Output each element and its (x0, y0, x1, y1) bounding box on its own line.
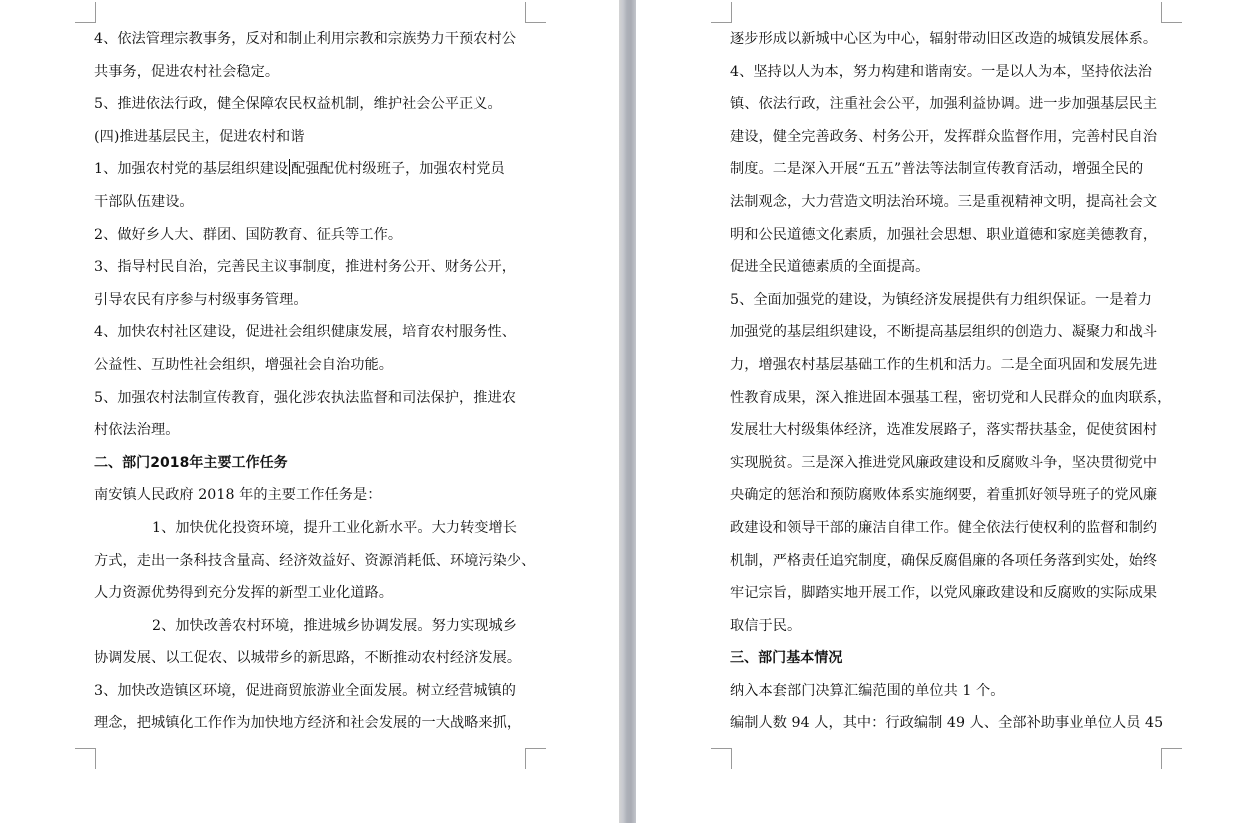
text-line (94, 675, 526, 708)
page-body-text[interactable] (730, 23, 1172, 740)
text-line-content: 机制，严格责任追究制度，确保反腐倡廉的各项任务落到实处，始终 (730, 552, 1158, 569)
text-line-content: 逐步形成以新城中心区为中心，辐射带动旧区改造的城镇发展体系。 (730, 31, 1158, 47)
text-line (730, 545, 1162, 578)
text-line (730, 121, 1162, 154)
text-line-content: 5、全面加强党的建设，为镇经济发展提供有力组织保证。一是着力 (730, 291, 1152, 308)
text-line-content: 5、推进依法行政，健全保障农民权益机制，维护社会公平正义。 (94, 96, 502, 113)
text-line (94, 610, 526, 643)
text-line-content: 纳入本套部门决算汇编范围的单位共 1 个。 (730, 682, 1005, 699)
text-line-content: 2、加快改善农村环境，推进城乡协调发展。努力实现城乡 (152, 617, 518, 634)
text-line-content: 人力资源优势得到充分发挥的新型工业化道路。 (94, 585, 393, 602)
text-line-content: 南安镇人民政府 2018 年的主要工作任务是： (94, 487, 382, 504)
text-line (94, 349, 526, 382)
text-line (730, 610, 1162, 643)
text-line (730, 512, 1162, 545)
text-line-content: 镇、依法行政，注重社会公平，加强利益协调。进一步加强基层民主 (730, 96, 1158, 113)
crop-mark-bottom-left (75, 748, 96, 769)
section-heading (94, 447, 526, 480)
text-line (730, 675, 1162, 708)
text-line (94, 512, 526, 545)
text-line-content: 编制人数 94 人，其中：行政编制 49 人、全部补助事业单位人员 45 (730, 715, 1164, 732)
text-line (730, 251, 1162, 284)
text-line-content: 二、部门2018年主要工作任务 (94, 454, 288, 471)
text-line (730, 284, 1162, 317)
text-line (94, 251, 526, 284)
text-line (94, 707, 526, 740)
text-line (730, 186, 1162, 219)
page-body-text[interactable] (94, 23, 536, 740)
text-line (730, 153, 1162, 186)
document-page-right[interactable] (636, 0, 1255, 823)
text-line-content: 理念，把城镇化工作作为加快地方经济和社会发展的一大战略来抓， (94, 715, 522, 732)
text-line (94, 382, 526, 415)
text-line-content: (四)推进基层民主，促进农村和谐 (94, 128, 305, 145)
text-line (730, 23, 1162, 56)
text-line (94, 186, 526, 219)
text-line-content: 2、做好乡人大、群团、国防教育、征兵等工作。 (94, 226, 403, 243)
text-line-content: 5、加强农村法制宣传教育，强化涉农执法监督和司法保护，推进农 (94, 389, 516, 406)
text-line-content: 发展壮大村级集体经济，选准发展路子，落实帮扶基金，促使贫困村 (730, 422, 1158, 439)
text-line (94, 153, 526, 186)
text-line-content: 明和公民道德文化素质，加强社会思想、职业道德和家庭美德教育， (730, 226, 1158, 243)
text-line (730, 382, 1172, 415)
text-line (730, 447, 1162, 480)
text-line (730, 349, 1162, 382)
text-line-content: 牢记宗旨，脚踏实地开展工作，以党风廉政建设和反腐败的实际成果 (730, 585, 1158, 602)
text-line-content: 力，增强农村基层基础工作的生机和活力。二是全面巩固和发展先进 (730, 356, 1158, 373)
text-line-content: 法制观念，大力营造文明法治环境。三是重视精神文明，提高社会文 (730, 193, 1158, 210)
text-line (730, 56, 1162, 89)
text-line-content: 公益性、互助性社会组织，增强社会自治功能。 (94, 356, 393, 373)
text-line-content: 三、部门基本情况 (730, 650, 843, 667)
text-line-content: 4、依法管理宗教事务，反对和制止利用宗教和宗族势力干预农村公 (94, 31, 516, 47)
text-line-content: 促进全民道德素质的全面提高。 (730, 259, 930, 276)
crop-mark-top-left (711, 2, 732, 23)
text-line (94, 479, 526, 512)
text-line-content: 政建设和领导干部的廉洁自律工作。健全依法行使权利的监督和制约 (730, 519, 1158, 536)
text-line-content: 干部队伍建设。 (94, 193, 194, 210)
text-line (94, 577, 526, 610)
text-line (94, 23, 526, 56)
crop-mark-top-right (1161, 2, 1182, 23)
text-line (94, 219, 526, 252)
text-line-content: 央确定的惩治和预防腐败体系实施纲要，着重抓好领导班子的党风廉 (730, 487, 1158, 504)
section-heading (730, 642, 1162, 675)
text-line (94, 284, 526, 317)
text-line (730, 707, 1162, 740)
text-line-content: 制度。二是深入开展“五五”普法等法制宣传教育活动，增强全民的 (730, 161, 1144, 178)
text-line-content: 3、加快改造镇区环境，促进商贸旅游业全面发展。树立经营城镇的 (94, 682, 516, 699)
text-line (94, 642, 526, 675)
text-line-content: 配强配优村级班子，加强农村党员 (291, 161, 505, 178)
text-line (94, 545, 536, 578)
text-line (94, 414, 526, 447)
text-line-content: 取信于民。 (730, 617, 802, 634)
text-line-content: 建设，健全完善政务、村务公开，发挥群众监督作用，完善村民自治 (730, 128, 1158, 145)
text-line (94, 316, 526, 349)
text-line-content: 共事务，促进农村社会稳定。 (94, 63, 280, 80)
text-line-content: 3、指导村民自治，完善民主议事制度，推进村务公开、财务公开， (94, 259, 516, 276)
text-line-content: 协调发展、以工促农、以城带乡的新思路，不断推动农村经济发展。 (94, 650, 522, 667)
text-line-content: 方式，走出一条科技含量高、经济效益好、资源消耗低、环境污染少、 (94, 552, 536, 569)
text-line (94, 88, 526, 121)
crop-mark-top-right (525, 2, 546, 23)
text-line-content: 4、坚持以人为本，努力构建和谐南安。一是以人为本，坚持依法治 (730, 63, 1152, 80)
text-line (730, 414, 1162, 447)
text-line (730, 479, 1162, 512)
text-line (94, 121, 526, 154)
text-line-content: 实现脱贫。三是深入推进党风廉政建设和反腐败斗争，坚决贯彻党中 (730, 454, 1158, 471)
text-line (730, 577, 1162, 610)
text-line (94, 56, 526, 89)
text-line-content: 1、加快优化投资环境，提升工业化新水平。大力转变增长 (152, 519, 518, 536)
text-line (730, 88, 1162, 121)
crop-mark-bottom-right (1161, 748, 1182, 769)
text-line-content: 4、加快农村社区建设，促进社会组织健康发展，培育农村服务性、 (94, 324, 516, 341)
text-line (730, 219, 1162, 252)
page-gutter (619, 0, 636, 823)
crop-mark-bottom-left (711, 748, 732, 769)
text-line-content: 性教育成果，深入推进固本强基工程，密切党和人民群众的血肉联系， (730, 389, 1172, 406)
document-page-left[interactable] (0, 0, 619, 823)
text-line-content: 村依法治理。 (94, 422, 180, 439)
text-line-content: 引导农民有序参与村级事务管理。 (94, 291, 308, 308)
text-line (730, 316, 1162, 349)
crop-mark-bottom-right (525, 748, 546, 769)
text-line-content: 加强党的基层组织建设，不断提高基层组织的创造力、凝聚力和战斗 (730, 324, 1158, 341)
text-line-content: 1、加强农村党的基层组织建设 (94, 161, 289, 178)
crop-mark-top-left (75, 2, 96, 23)
